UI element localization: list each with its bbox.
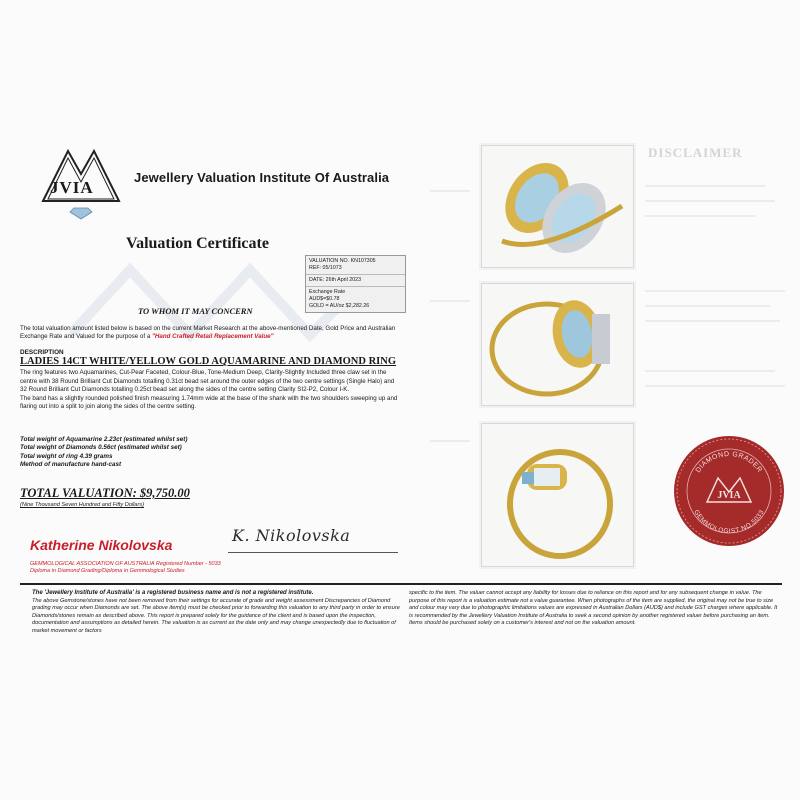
ring-photo-shank: [481, 423, 634, 567]
weights-list: [20, 436, 320, 469]
ring-photo-top: [481, 145, 634, 268]
disclaimer-right: specific to the item. The valuer cannot accept any liability for losses due to reliance on this report and for any subsequent change in value. The purpose of this report is a valuation estimate not a value guarantee. When photographs of the item are supplied, the original may not be true to size and colour may vary due to photographic limitations values are expressed in Australian Dollars (AUD$) and include GST charges where applicable. It is recommended by the Jewellery Valuation Institute of Australia to seek a second opinion by another registered valuer before purchasing an item. Items should be purchased solely on a customer's interest and not on the valuation amount.: [409, 590, 778, 627]
intro-text: The total valuation amount listed below is based on the current Market Research at the above-mentioned Date, Gold Price and Australian Exchange Rate and Valued for the purpose of a: [20, 325, 396, 341]
total-valuation-words: (Nine Thousand Seven Hundred and Fifty Dollars): [20, 502, 145, 508]
disclaimer-registration-note: The 'Jewellery Institute of Australia' is a registered business name and is not a registered institute.: [32, 590, 314, 596]
valuation-number: VALUATION NO. KN107305: [309, 258, 376, 264]
total-valuation: TOTAL VALUATION: $9,750.00: [20, 486, 190, 500]
section-divider: [20, 583, 782, 585]
signature-text: K. Nikolovska: [232, 526, 351, 545]
intro-value-purpose: "Hand Crafted Retail Replacement Value": [152, 333, 274, 341]
seal-center-text: JVIA: [717, 490, 741, 501]
valuation-date: DATE: 26th April 2023: [309, 277, 362, 283]
description-heading: DESCRIPTION: [20, 349, 64, 356]
diploma-line: Diploma in Diamond Grading/Diploma in Gemmological Studies: [30, 568, 185, 575]
organization-name: Jewellery Valuation Institute Of Australia: [134, 170, 390, 185]
association-line: GEMMOLOGICAL ASSOCIATION OF AUSTRALIA Registered Number - 5033: [30, 561, 221, 567]
item-description: [20, 369, 400, 412]
valuer-credentials: [30, 561, 221, 576]
weight-line: Method of manufacture hand-cast: [20, 460, 122, 468]
gold-rate: GOLD = AU/oz $2,282.26: [309, 303, 370, 309]
weight-line: Total weight of Diamonds 0.56ct (estimated whilst set): [20, 444, 182, 452]
valuation-info-box: [305, 255, 406, 313]
background-disclaimer-ghost: DISCLAIMER: [648, 145, 743, 160]
weight-line: Total weight of Aquamarine 2.23ct (estimated whilst set): [20, 436, 188, 443]
diamond-grader-seal: [672, 434, 786, 548]
logo-letters: JVIA: [50, 178, 94, 197]
seal-bottom-text: GEMMOLOGIST NO.5033: [692, 508, 766, 536]
weight-line: Total weight of ring 4.39 grams: [20, 452, 113, 460]
description-paragraph-1: The ring features two Aquamarines, Cut-Pear Faceted, Colour-Blue, Tone-Medium Deep, Clarity-Slightly Included three claw set in the centre with 38 Round Brilliant Cut Diamonds totalling 0.31ct bead set around the outer edges of the two centre settings (Single Halo) and 32 Round Brilliant Cut Diamonds totalling 0.25ct bead set along the sides of the centre setting Clarity SI2-P2, Colour I-K.: [20, 369, 395, 394]
exchange-rate-label: Exchange Rate: [309, 289, 346, 295]
item-title: LADIES 14CT WHITE/YELLOW GOLD AQUAMARINE AND DIAMOND RING: [20, 356, 397, 367]
description-paragraph-2: The band has a slightly rounded polished finish measuring 1.74mm wide at the base of the shank with the two shoulders sweeping up and flaring out into a split to join along the sides of the centre setting.: [20, 394, 398, 411]
disclaimer-left-text: The above Gemstone/stones have not been removed from their settings for accurate of grade and weight assessment Discrepancies of Diamond grading may occur when Diamonds are set. The above item(s) must be checked prior to forwarding this valuation to any third party in order to ensure Diamonds/stones remain as described above. This report is prepared solely for the guidance of the client and is based upon the inspection, documentation and assumptions as detailed herein. The valuation is as current as the date only and may change unexpectedly due to fluctuation of market movement or factors: [32, 597, 400, 634]
seal-top-text: DIAMOND GRADER: [694, 450, 764, 475]
valuer-name: Katherine Nikolovska: [30, 537, 173, 553]
signature-line: [228, 552, 398, 553]
certificate-title: Valuation Certificate: [126, 235, 269, 252]
disclaimer-left: [32, 590, 402, 636]
to-whom-heading: TO WHOM IT MAY CONCERN: [138, 306, 253, 316]
aud-usd-rate: AUD$=$0.78: [309, 296, 340, 302]
ring-photo-side: [481, 283, 634, 406]
intro-paragraph: [20, 325, 400, 341]
valuer-signature: [232, 526, 382, 560]
reference-number: REF: 05/1073: [309, 265, 342, 271]
